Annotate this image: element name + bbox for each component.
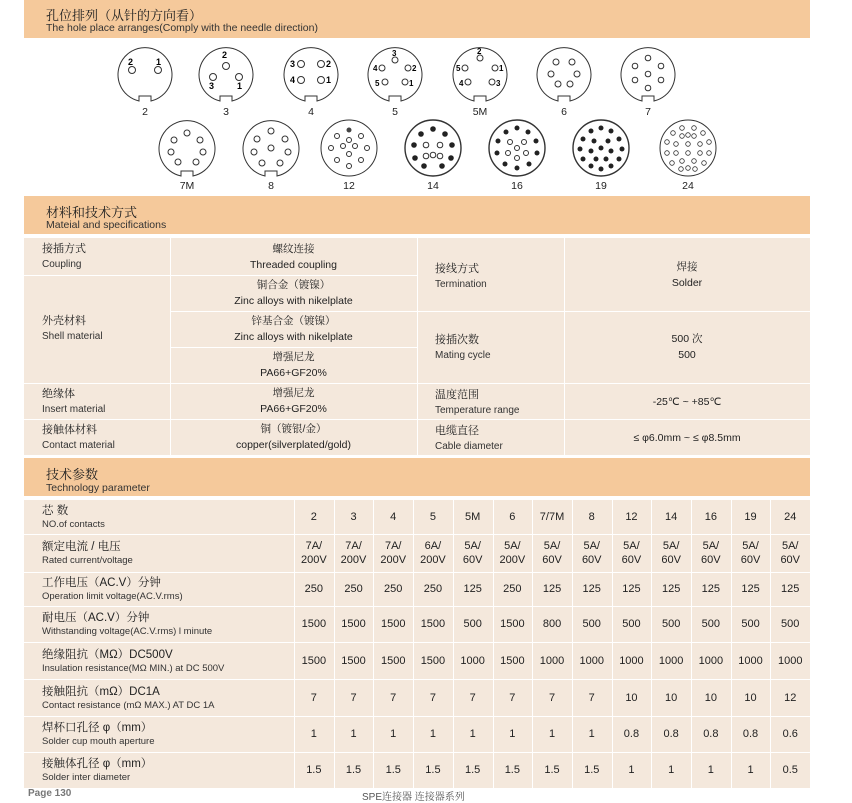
- tech-cell: 16: [704, 510, 717, 523]
- tech-cell: 4: [390, 510, 397, 523]
- tech-cell: 7: [588, 691, 595, 704]
- tech-cell: 1500: [420, 618, 446, 630]
- svg-text:2: 2: [222, 50, 228, 60]
- tech-cell: 1.5: [584, 764, 600, 776]
- termination-label: 接线方式 Termination: [435, 263, 487, 290]
- svg-text:2: 2: [412, 64, 417, 73]
- tech-row-label: 工作电压（AC.V）分钟 Operation limit voltage(AC.V.rms): [42, 577, 183, 602]
- footer-text: SPE连接器 连接器系列: [362, 792, 465, 803]
- tech-cell: 7A/ 200V: [340, 540, 367, 566]
- tech-cell: 5A/ 60V: [740, 540, 761, 566]
- tech-cell: 5A/ 200V: [499, 540, 526, 566]
- tech-row-label: 额定电流 / 电压 Rated current/voltage: [42, 541, 133, 566]
- tech-cell: 3: [350, 510, 357, 523]
- tech-cell: 1500: [380, 618, 406, 630]
- mating-cycle-label: 接插次数 Mating cycle: [435, 334, 491, 361]
- tech-cell: 5A/ 60V: [581, 540, 602, 566]
- tech-cell: 7/7M: [539, 510, 565, 523]
- temperature-label: 温度范围 Temperature range: [435, 389, 520, 416]
- tech-cell: 10: [704, 691, 717, 704]
- pinout-diagram-7: [618, 44, 678, 118]
- pinout-diagram-12: [318, 118, 380, 192]
- svg-text:2: 2: [477, 47, 482, 56]
- tech-cell: 7: [390, 691, 397, 704]
- tech-cell: 500: [582, 618, 601, 630]
- tech-section-header: [24, 458, 810, 496]
- tech-cell: 12: [784, 691, 797, 704]
- tech-cell: 500: [741, 618, 760, 630]
- svg-text:4: 4: [459, 79, 464, 88]
- pinout-label: 6: [561, 106, 567, 118]
- tech-cell: 1: [429, 728, 436, 740]
- mating-cycle-value: 500 次 500: [671, 333, 703, 361]
- pinout-label: 24: [682, 180, 694, 192]
- svg-text:1: 1: [237, 81, 243, 91]
- shell-value-1: 铜合金（镀镍） Zinc alloys with nikelplate: [234, 279, 353, 307]
- tech-cell: 1: [509, 728, 516, 740]
- tech-cell: 10: [665, 691, 678, 704]
- contact-material-label: 接触体材料 Contact material: [42, 424, 115, 451]
- temperature-value: -25℃ ~ +85℃: [652, 396, 722, 408]
- pinout-label: 5: [392, 106, 398, 118]
- tech-cell: 500: [701, 618, 721, 630]
- pinout-label: 7M: [179, 180, 195, 192]
- tech-cell: 125: [781, 583, 800, 595]
- coupling-label: 接插方式 Coupling: [42, 243, 86, 270]
- pinout-label: 2: [142, 106, 148, 118]
- pinout-diagram-2: [115, 44, 175, 118]
- tech-cell: 2: [310, 510, 317, 523]
- tech-cell: 1: [747, 764, 754, 776]
- tech-cell: 1.5: [464, 764, 481, 776]
- tech-cell: 1000: [698, 654, 724, 667]
- tech-cell: 7: [310, 691, 317, 704]
- tech-cell: 5M: [465, 510, 481, 523]
- tech-cell: 7: [548, 691, 556, 704]
- pinout-diagram-5: [365, 44, 425, 118]
- tech-cell: 0.8: [703, 728, 719, 740]
- tech-row-label: 焊杯口孔径 φ（mm） Solder cup mouth aperture: [42, 722, 155, 747]
- tech-cell: 500: [781, 618, 800, 630]
- pinout-diagram-16: [486, 118, 548, 192]
- pinout-label: 16: [511, 180, 523, 192]
- tech-cell: 7: [509, 691, 516, 704]
- tech-cell: 125: [701, 583, 721, 595]
- tech-cell: 5A/ 60V: [661, 540, 681, 566]
- tech-cell: 10: [625, 691, 638, 704]
- tech-row-label: 芯 数 NO.of contacts: [42, 504, 105, 530]
- tech-cell: 5: [429, 510, 436, 523]
- tech-cell: 0.8: [742, 728, 759, 740]
- tech-cell: 1: [707, 764, 714, 776]
- tech-cell: 1: [310, 728, 317, 740]
- tech-cell: 1500: [420, 654, 446, 667]
- cable-diameter-label: 电缆直径 Cable diameter: [435, 425, 503, 452]
- tech-cell: 500: [622, 618, 641, 630]
- tech-cell: 1000: [539, 654, 565, 667]
- tech-cell: 7A/ 200V: [380, 540, 407, 566]
- shell-value-3: 增强尼龙 PA66+GF20%: [260, 351, 327, 379]
- tech-row-label: 耐电压（AC.V）分钟 Withstanding voltage(AC.V.rms) l minute: [42, 612, 213, 637]
- tech-cell: 250: [304, 583, 324, 595]
- pinout-diagram-5m: [450, 44, 510, 118]
- cable-diameter-value: ≤ φ6.0mm ~ ≤ φ8.5mm: [633, 432, 741, 444]
- svg-text:2: 2: [128, 57, 134, 67]
- tech-cell: 19: [744, 510, 757, 523]
- pinout-diagram-8: [240, 118, 302, 192]
- tech-cell: 1.5: [306, 764, 322, 776]
- hole-section-title-cn: 孔位排列（从针的方向看）: [46, 8, 203, 23]
- contact-value: 铜（镀银/金） copper(silverplated/gold): [236, 423, 351, 451]
- pinout-label: 14: [427, 180, 439, 192]
- tech-cell: 5A/ 60V: [542, 540, 562, 566]
- tech-cell: 1.5: [385, 764, 401, 776]
- pinout-diagram-6: [534, 44, 594, 118]
- pinout-label: 3: [223, 106, 229, 118]
- tech-cell: 1: [390, 728, 397, 740]
- pinout-diagram-7m: [156, 118, 218, 192]
- termination-value: 焊接 Solder: [671, 261, 703, 289]
- page-number: Page 130: [28, 788, 72, 799]
- tech-cell: 1000: [579, 654, 604, 667]
- shell-value-2: 锌基合金（镀镍） Zinc alloys with nikelplate: [234, 315, 353, 343]
- svg-text:1: 1: [156, 57, 162, 67]
- tech-cell: 6A/ 200V: [420, 540, 446, 566]
- tech-cell: 0.8: [663, 728, 679, 740]
- svg-text:1: 1: [499, 64, 504, 73]
- pinout-label: 12: [343, 180, 355, 192]
- tech-row-label: 绝缘阻抗（MΩ）DC500V Insulation resistance(MΩ MIN.) at DC 500V: [42, 648, 225, 674]
- tech-cell: 125: [463, 583, 482, 595]
- shell-material-label: 外壳材料 Shell material: [42, 315, 103, 342]
- tech-cell: 5A/ 60V: [462, 540, 483, 566]
- tech-cell: 125: [542, 583, 562, 595]
- tech-cell: 1500: [301, 654, 327, 667]
- tech-cell: 1: [588, 728, 595, 740]
- tech-cell: 0.8: [623, 728, 640, 740]
- tech-cell: 1.5: [425, 764, 441, 776]
- tech-cell: 1.5: [345, 764, 362, 776]
- pinout-diagram-3: [196, 44, 256, 118]
- hole-section-header: [24, 0, 810, 38]
- svg-text:1: 1: [326, 75, 332, 85]
- tech-cell: 1.5: [504, 764, 520, 776]
- pinout-label: 19: [595, 180, 607, 192]
- tech-cell: 125: [582, 583, 601, 595]
- tech-cell: 10: [744, 691, 757, 704]
- tech-cell: 8: [588, 510, 595, 523]
- tech-cell: 1: [628, 764, 635, 776]
- svg-text:3: 3: [392, 49, 397, 58]
- pinout-diagram-19: [570, 118, 632, 192]
- tech-cell: 800: [542, 618, 562, 630]
- tech-cell: 1000: [738, 654, 763, 667]
- tech-cell: 1: [469, 728, 476, 740]
- tech-cell: 250: [423, 583, 443, 595]
- tech-cell: 1500: [341, 654, 366, 667]
- tech-cell: 1.5: [544, 764, 560, 776]
- pinout-diagram-4: [281, 44, 341, 118]
- tech-cell: 125: [741, 583, 760, 595]
- tech-cell: 12: [625, 510, 638, 523]
- tech-cell: 250: [344, 583, 363, 595]
- tech-cell: 7: [350, 691, 357, 704]
- coupling-value: 螺纹连接 Threaded coupling: [250, 243, 337, 271]
- svg-text:4: 4: [290, 75, 296, 85]
- pinout-label: 7: [645, 106, 651, 118]
- svg-text:5: 5: [375, 79, 380, 88]
- tech-title-cn: 技术参数: [46, 467, 99, 482]
- tech-cell: 1000: [658, 654, 684, 667]
- tech-cell: 125: [661, 583, 681, 595]
- pinout-diagram-24: [657, 118, 719, 192]
- svg-text:4: 4: [373, 64, 378, 73]
- pinout-label: 8: [268, 180, 274, 192]
- tech-cell: 250: [384, 583, 403, 595]
- tech-cell: 7A/ 200V: [300, 540, 327, 566]
- pinout-diagram-14: [402, 118, 464, 192]
- tech-cell: 1: [548, 728, 556, 740]
- materials-section-header: [24, 196, 810, 234]
- tech-cell: 250: [503, 583, 522, 595]
- tech-cell: 500: [661, 618, 681, 630]
- tech-cell: 0.6: [782, 728, 798, 740]
- tech-cell: 125: [622, 583, 641, 595]
- pinout-label: 5M: [472, 106, 488, 118]
- tech-title-en: Technology parameter: [46, 482, 150, 494]
- tech-cell: 1500: [380, 654, 406, 667]
- tech-cell: 1500: [341, 618, 366, 630]
- svg-text:2: 2: [326, 59, 332, 69]
- tech-cell: 14: [665, 510, 678, 523]
- materials-title-en: Mateial and specifications: [46, 219, 167, 231]
- tech-cell: 1000: [777, 654, 803, 667]
- tech-cell: 1000: [619, 654, 644, 667]
- svg-text:3: 3: [496, 79, 501, 88]
- tech-cell: 0.5: [782, 764, 798, 776]
- tech-cell: 7: [429, 691, 436, 704]
- tech-row-label: 接触阻抗（mΩ）DC1A Contact resistance (mΩ MAX.) AT DC 1A: [42, 685, 215, 711]
- tech-cell: 1500: [500, 618, 525, 630]
- tech-cell: 1500: [500, 654, 525, 667]
- svg-text:3: 3: [290, 59, 296, 69]
- insert-value: 增强尼龙 PA66+GF20%: [260, 387, 327, 415]
- svg-text:3: 3: [209, 81, 215, 91]
- tech-cell: 1500: [301, 618, 327, 630]
- tech-row-label: 接触体孔径 φ（mm） Solder inter diameter: [42, 758, 153, 783]
- tech-cell: 5A/ 60V: [701, 540, 721, 566]
- tech-cell: 5A/ 60V: [621, 540, 642, 566]
- tech-cell: 6: [509, 510, 516, 523]
- tech-cell: 24: [784, 510, 797, 523]
- materials-title-cn: 材料和技术方式: [46, 205, 138, 220]
- tech-cell: 1: [350, 728, 357, 740]
- svg-text:5: 5: [456, 64, 461, 73]
- tech-cell: 1000: [460, 654, 485, 667]
- tech-cell: 7: [469, 691, 476, 704]
- pinout-label: 4: [308, 106, 314, 118]
- tech-cell: 5A/ 60V: [780, 540, 801, 566]
- svg-text:1: 1: [409, 79, 414, 88]
- insert-material-label: 绝缘体 Insert material: [42, 388, 106, 415]
- tech-cell: 1: [668, 764, 675, 776]
- tech-cell: 500: [463, 618, 482, 630]
- hole-section-title-en: The hole place arranges(Comply with the needle direction): [46, 22, 318, 34]
